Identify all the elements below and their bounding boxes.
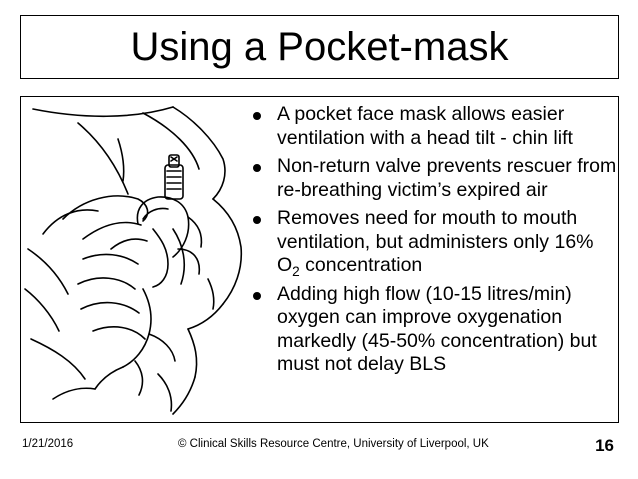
content-frame [20,96,619,423]
bullet-dot-icon [253,216,261,224]
title-frame [20,15,619,79]
slide-title: Using a Pocket-mask [130,25,509,69]
slide-footer [0,436,638,456]
bullet-text-pre: Removes need for mouth to mouth ventilation, but administers only 16% O [277,207,594,276]
bullet-dot-icon [253,292,261,300]
bullet-text: Non-return valve prevents rescuer from re-breathing victim’s expired air [277,155,617,201]
page-number: 16 [595,436,614,455]
subscript: 2 [292,263,300,279]
bullet-item [247,283,619,377]
footer-date: 1/21/2016 [22,438,74,450]
bullet-text: Adding high flow (10-15 litres/min) oxygen can improve oxygenation markedly (45-50% concentration) but must not delay BLS [277,282,597,375]
footer-copyright: © Clinical Skills Resource Centre, University of Liverpool, UK [178,438,489,450]
bullet-dot-icon [253,112,261,120]
bullet-item [247,155,619,202]
bullet-item [247,207,619,278]
bullet-item [247,103,619,150]
bullet-list [247,103,619,382]
pocket-mask-ventilation-illustration [23,99,269,419]
bullet-text: A pocket face mask allows easier ventilation with a head tilt - chin lift [277,103,573,149]
bullet-dot-icon [253,164,261,172]
bullet-text-post: concentration [299,254,423,276]
